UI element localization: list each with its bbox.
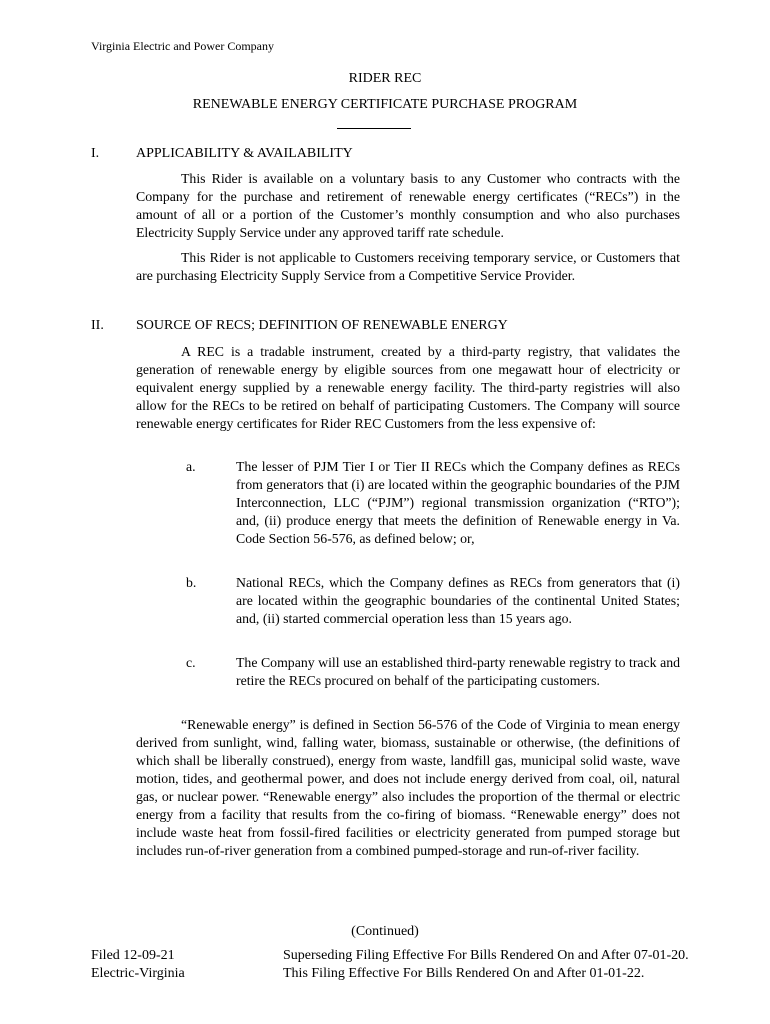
applicability-paragraph-1: This Rider is available on a voluntary basis to any Customer who contracts with the Company for the purchase and retirement of renewable energy certificates (“RECs”) in the amount of all or a portion of the Customer’s monthly consumption and who also purchases Electricity Supply Service under any approved tariff rate schedule.: [136, 171, 680, 240]
rider-title: RIDER REC: [348, 71, 422, 86]
continued-note: (Continued): [351, 924, 419, 939]
renewable-energy-definition-paragraph: “Renewable energy” is defined in Section 56-576 of the Code of Virginia to mean energy derived from sunlight, wind, falling water, biomass, sustainable or otherwise, (the definitions of which shall be liberally construed), energy from waste, landfill gas, municipal solid waste, wave motion, tides, and geothermal power, and does not include energy derived from coal, oil, natural gas, or nuclear power. “Renewable energy” also includes the proportion of the thermal or electric energy from a facility that results from the co-firing of biomass. “Renewable energy” does not include waste heat from fossil-fired facilities or electricity generated from pumped storage but includes run-of-river generation from a combined pumped-storage and run-of-river facility.: [136, 717, 680, 858]
program-title: RENEWABLE ENERGY CERTIFICATE PURCHASE PROGRAM: [192, 97, 578, 112]
rec-definition-paragraph: A REC is a tradable instrument, created by a third-party registry, that validates the generation of renewable energy by eligible sources from one megawatt hour of electricity or equivalent energy supplied by a renewable energy facility. The third-party registries will also allow for the RECs to be retired on behalf of participating Customers. The Company will source renewable energy certificates for Rider REC Customers from the less expensive of:: [136, 344, 680, 431]
list-item-text: The lesser of PJM Tier I or Tier II RECs which the Company defines as RECs from generators that (i) are located within the geographic boundaries of the PJM Interconnection, LLC (“PJM”) regional transmission organization (“RTO”); and, (ii) produce energy that meets the definition of Renewable energy in Va. Code Section 56-576, as defined below; or,: [236, 459, 680, 546]
title-underline-divider: [337, 128, 411, 129]
list-item-letter: a.: [186, 459, 196, 474]
section-numeral: I.: [91, 146, 100, 161]
applicability-paragraph-2: This Rider is not applicable to Customers receiving temporary service, or Customers that are purchasing Electricity Supply Service from a Competitive Service Provider.: [136, 250, 680, 283]
section-numeral: II.: [91, 318, 104, 333]
list-item-letter: c.: [186, 655, 196, 670]
section-heading-source-of-recs: [0, 317, 770, 335]
section-heading-applicability: [0, 145, 770, 163]
jurisdiction: Electric-Virginia: [91, 966, 185, 981]
list-item-text: National RECs, which the Company defines as RECs from generators that (i) are located within the geographic boundaries of the continental United States; and, (ii) started commercial operation less than 15 years ago.: [236, 575, 680, 626]
section-title: SOURCE OF RECS; DEFINITION OF RENEWABLE ENERGY: [136, 318, 508, 333]
section-title: APPLICABILITY & AVAILABILITY: [136, 146, 353, 161]
filed-date: Filed 12-09-21: [91, 948, 175, 963]
list-item-letter: b.: [186, 575, 197, 590]
footer-effective-info: [283, 947, 689, 983]
list-item-text: The Company will use an established third-party renewable registry to track and retire the RECs procured on behalf of the participating customers.: [236, 655, 680, 688]
company-name: Virginia Electric and Power Company: [91, 39, 275, 53]
superseding-note: Superseding Filing Effective For Bills Rendered On and After 07-01-20.: [283, 948, 689, 963]
footer-filing-info: [91, 947, 185, 983]
effective-note: This Filing Effective For Bills Rendered On and After 01-01-22.: [283, 966, 645, 981]
